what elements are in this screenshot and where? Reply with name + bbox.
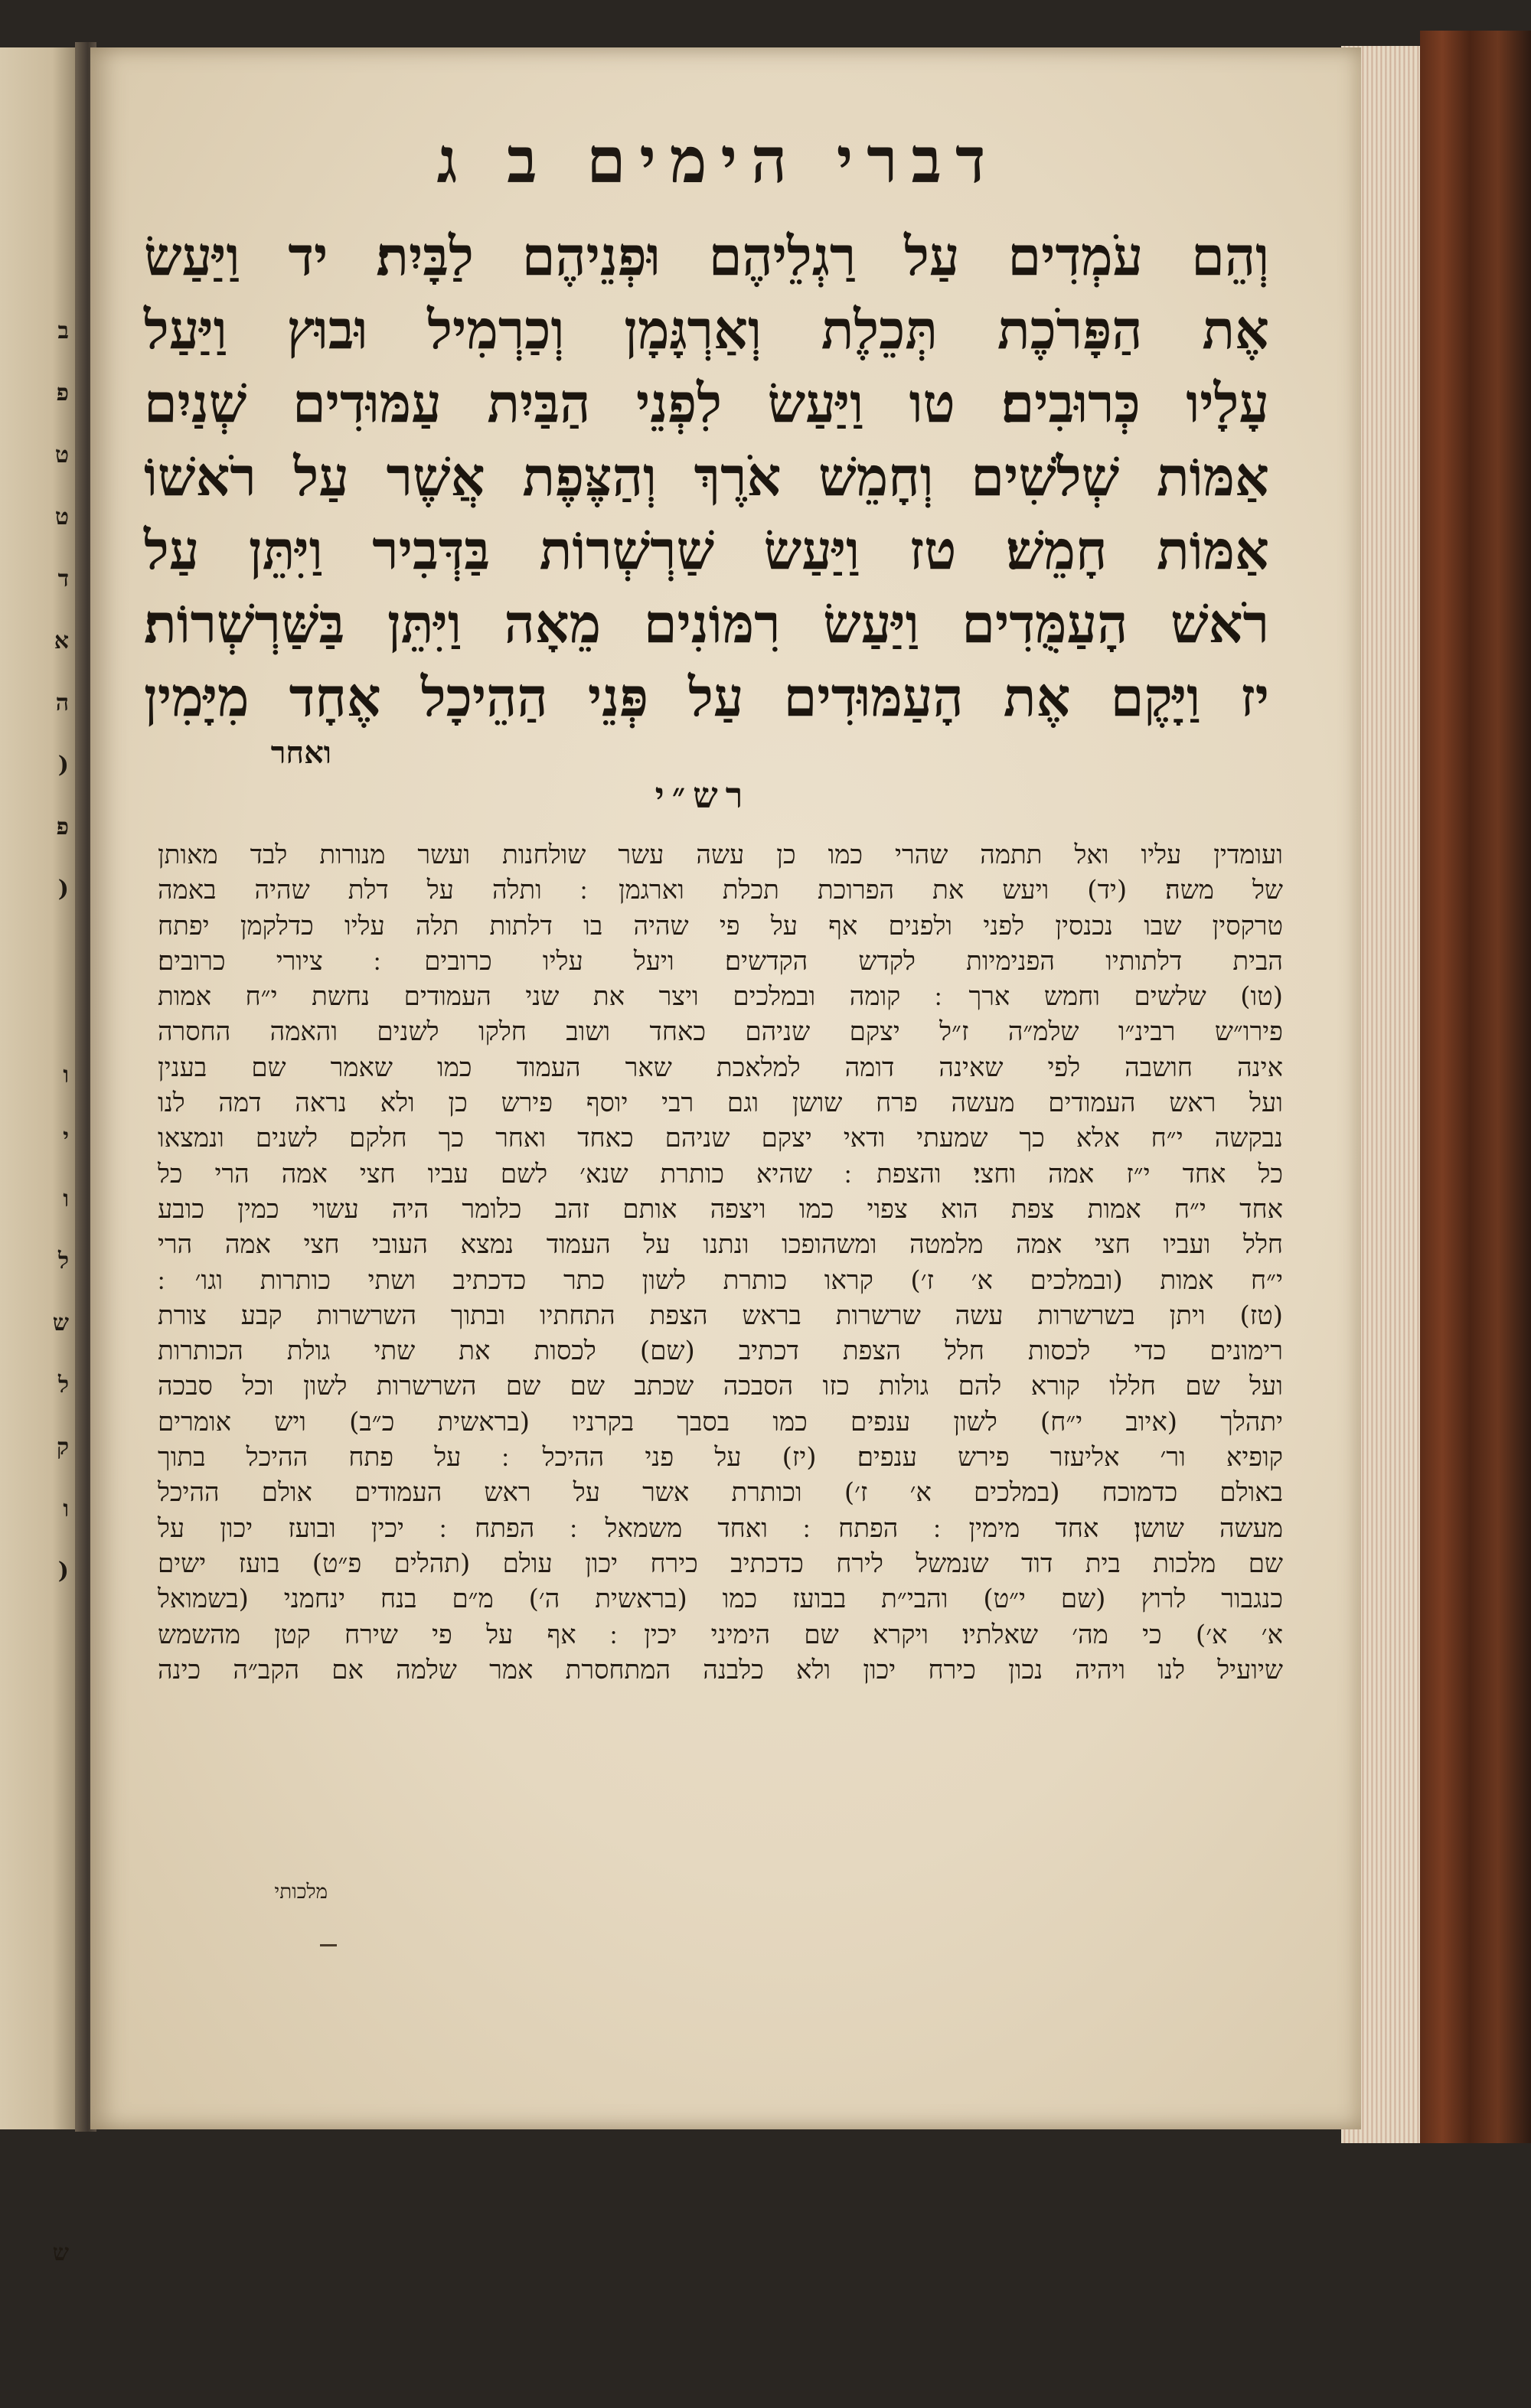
margin-letter: [0, 982, 69, 1044]
commentary-line: חלל ועביו חצי אמה מלמטה ומשהופכו ונתנו על העמוד נמצא העובי חצי אמה הרי: [158, 1229, 1283, 1261]
margin-letter: ו: [63, 1186, 69, 1212]
ink-mark: [320, 1944, 337, 1946]
margin-letter: ש: [52, 1310, 69, 1336]
commentary-line: מעשה שושן׃ אחד מימין ׃ הפתח ׃ ואחד משמאל ׃ הפתח ׃ יכין ובועז יכון על: [158, 1512, 1283, 1544]
commentary-line: א׳ א׳) כי מה׳ שאלתיו׃ ויקרא שם הימיני יכין ׃ אף על פי שירח קטן מהשמש: [158, 1619, 1283, 1650]
margin-letter: ל: [57, 1248, 69, 1274]
leather-cover: [1420, 31, 1531, 2143]
verse-line: אֶת הַפָּרֹכֶת תְּכֵלֶת וְאַרְגָּמָן וְכַרְמִיל וּבוּץ וַיַּעַל: [144, 298, 1269, 361]
verse-line: רֹאשׁ הָעַמֻּדִים וַיַּעַשׂ רִמּוֹנִים מֵאָה וַיִּתֵּן בַּשַּׁרְשְׁרוֹת׃: [144, 592, 1269, 655]
margin-letter: ט: [54, 442, 69, 468]
commentary-line: אחד י״ח אמות צפת הוא צפוי כמו ויצפה אותם זהב כלומר היה עשוי כמין כובע: [158, 1193, 1283, 1225]
verse-line: אַמּוֹת חָמֵשׁ׃ טז וַיַּעַשׂ שַׁרְשְׁרוֹת בַּדְּבִיר וַיִּתֵּן עַל: [144, 518, 1269, 582]
margin-letter: ל: [57, 1372, 69, 1398]
margin-letter: (: [57, 1558, 69, 1584]
margin-letter: ק: [56, 1434, 69, 1460]
margin-letter: [0, 1664, 69, 1726]
commentary-line: כנגבור לרוץ (שם י״ט) והבי״ת בבועז כמו (בראשית ה׳) מ״ם בנח ינחמני (בשמואל: [158, 1584, 1283, 1615]
commentary-line: ועל שם חללו קורא להם גולות כזו הסבכה שכתב שם שם השרשרות לשון וכל סבכה: [158, 1371, 1283, 1402]
margin-letter: ה: [55, 690, 69, 716]
commentary-line: באולם כדמוכח (במלכים א׳ ז׳) וכותרת אשר על ראש העמודים אולם ההיכל: [158, 1477, 1283, 1509]
margin-letter: (: [57, 876, 69, 902]
margin-letter: (: [57, 752, 69, 778]
margin-letter: [0, 920, 69, 982]
commentary-line: ועל ראש העמודים מעשה פרח שושן וגם רבי יוסף פירש כן ולא נראה דמה לנו: [158, 1088, 1283, 1119]
margin-letter: י: [63, 1124, 69, 1150]
commentary-line: הבית דלתותיו הפנימיות לקדש הקדשים׃ ויעל עליו כרובים ׃ ציורי כרובים׃: [158, 945, 1283, 977]
margin-letter: [0, 2284, 69, 2346]
margin-letter: [0, 1974, 69, 2036]
right-page: [90, 47, 1361, 2129]
margin-letter: [0, 1850, 69, 1912]
margin-letter: ו: [63, 1496, 69, 1522]
margin-letter: א: [54, 628, 69, 654]
margin-letter: ד: [57, 566, 69, 592]
commentary-line: נבקשה י״ח אלא כך שמעתי ודאי יצקם שניהם כאחד ואחר כך חלקם לשנים ונמצאו: [158, 1123, 1283, 1154]
commentary-line: כל אחד י״ז אמה וחצי׃ והצפת ׃ שהיא כותרת שנא׳ לשם עביו חצי אמה הרי כל: [158, 1158, 1283, 1189]
running-head: דברי הימים ב ג: [436, 124, 1000, 197]
commentary-line: י״ח אמות (ובמלכים א׳ ז׳) קראו כותרת לשון כתר כדכתיב ושתי כותרות וגו׳ ׃: [158, 1264, 1283, 1296]
commentary-line: יתהלך (איוב י״ח) לשון ענפים כמו בסבך בקרניו (בראשית כ״ב) ויש אומרים: [158, 1406, 1283, 1437]
margin-letter: [0, 2346, 69, 2408]
margin-letter: [0, 2036, 69, 2098]
commentary-title: רש״י: [655, 775, 751, 816]
commentary-line: (טז) ויתן בשרשרות עשה שרשרות בראש הצפת התחתיו ובתוך השרשרות קבע צורת: [158, 1300, 1283, 1331]
margin-letter: [0, 2160, 69, 2222]
commentary-line: ועומדין עליו ואל תתמה שהרי כמו כן עשה עשר שולחנות ועשר מנורות לבד מאותן: [158, 840, 1283, 870]
commentary-line: טרקסין שבו נכנסין לפני ולפנים אף על פי שהיה בו דלתות תלה עליו כדלקמן יפתח: [158, 910, 1283, 941]
commentary-line: פירו״ש רבינ״ו שלמ״ה ז״ל יצקם שניהם כאחד ושוב חלקו לשנים והאמה החסרה: [158, 1016, 1283, 1048]
margin-letter: ו: [63, 1062, 69, 1088]
margin-letter: [0, 2098, 69, 2160]
commentary-line: קופיא ור׳ אליעזר פירש ענפים׃ (יז) על פני ההיכל ׃ על פתח ההיכל בתוך: [158, 1442, 1283, 1473]
margin-letter: [0, 1912, 69, 1974]
commentary-line: (טו) שלשים וחמש ארך ׃ קומה ובמלכים ויצר את שני העמודים נחשת י״ח אמות: [158, 981, 1283, 1013]
commentary-line: של משה׃ (יד) ויעש את הפרוכת תכלת וארגמן ׃ ותלה על דלת שהיה באמה: [158, 875, 1283, 906]
commentary-line: שם מלכות בית דוד שנמשל לירח כדכתיב כירח יכון עולם (תהלים פ״ט) בועז ישים: [158, 1548, 1283, 1579]
margin-letter: פ: [56, 380, 69, 406]
commentary-line: רימונים כדי לכסות חלל הצפת דכתיב (שם) לכסות את שתי גולת הכותרות: [158, 1336, 1283, 1367]
verse-line: וְהֵם עֹמְדִים עַל רַגְלֵיהֶם וּפְנֵיהֶם לַבָּיִת׃ יד וַיַּעַשׂ: [144, 224, 1269, 288]
page-catchword: מלכותי: [274, 1881, 328, 1904]
verse-line: אַמּוֹת שְׁלֹשִׁים וְחָמֵשׁ אֹרֶךְ וְהַצֶּפֶת אֲשֶׁר עַל רֹאשׁוֹ: [144, 445, 1269, 508]
margin-letter: ב: [57, 318, 69, 344]
verse-line: עָלָיו כְּרוּבִים׃ טו וַיַּעַשׂ לִפְנֵי הַבַּיִת עַמּוּדִים שְׁנַיִם: [144, 371, 1269, 435]
margin-letter: [0, 1788, 69, 1850]
biblical-text: [144, 220, 1269, 734]
margin-letter: ש: [52, 2240, 69, 2266]
commentary-line: אינה חושבה לפי שאינה דומה למלאכת שאר העמוד כמו שאמר שם בענין: [158, 1052, 1283, 1083]
margin-letter: [0, 1602, 69, 1664]
left-facing-page: [0, 47, 75, 2266]
margin-letter: [0, 1726, 69, 1788]
verse-catchword: ואחר: [270, 735, 331, 771]
left-page-margin-text: [0, 300, 69, 2408]
verse-line: יז וַיָּקֶם אֶת הָעַמּוּדִים עַל פְּנֵי הַהֵיכָל אֶחָד מִיָּמִין: [144, 665, 1269, 729]
margin-letter: ט: [54, 504, 69, 530]
rashi-commentary: [158, 837, 1283, 1688]
margin-letter: פ: [56, 814, 69, 840]
commentary-line: שיועיל לנו ויהיה נכון כירח יכון ולא כלבנה המתחסרת אמר שלמה אם הקב״ה כינה: [158, 1654, 1283, 1685]
